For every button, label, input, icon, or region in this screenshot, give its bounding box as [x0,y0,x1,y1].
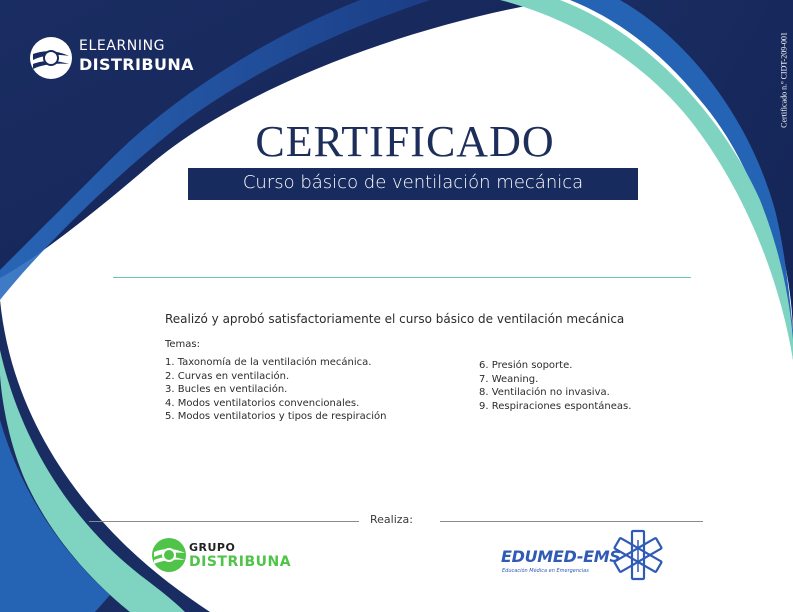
grupo-distribuna-logo-icon [151,537,187,573]
grupo-distribuna-logo [151,536,301,576]
topic-item: 9. Respiraciones espontáneas. [479,400,632,412]
course-banner [188,168,638,200]
topics-label: Temas: [165,339,201,350]
topic-item: 1. Taxonomía de la ventilación mecánica. [165,357,372,368]
distribuna-label: DISTRIBUNA [189,554,292,570]
footer-divider-right [440,521,703,522]
page-title: CERTIFICADO [255,117,555,166]
divider-line [113,277,691,278]
topic-item: 6. Presión soporte. [479,360,573,371]
edumed-ems-logo [499,528,669,584]
elearning-distribuna-logo [29,34,219,82]
topic-item: 4. Modos ventilatorios convencionales. [165,397,360,409]
topic-item: 8. Ventilación no invasiva. [479,387,610,398]
topics-list-right [479,359,631,413]
topic-item: 2. Curvas en ventilación. [165,370,290,382]
topic-item: 7. Weaning. [479,373,539,385]
logo-line-distribuna: DISTRIBUNA [79,55,194,74]
realiza-label: Realiza: [370,513,413,526]
elearning-distribuna-logo-icon [29,36,73,80]
edumed-tagline: Educación Médica en Emergencias [502,568,589,574]
logo-line-elearning: ELEARNING [79,38,166,54]
footer-divider-left [89,521,359,522]
completion-statement: Realizó y aprobó satisfactoriamente el curso básico de ventilación mecánica [165,312,625,326]
topics-list-left [165,356,386,424]
course-name: Curso básico de ventilación mecánica [242,172,584,193]
topic-item: 3. Bucles en ventilación. [165,384,288,395]
certificate-number-text: Certificado n.º CIDT-209-001 [779,32,789,128]
topic-item: 5. Modos ventilatorios y tipos de respiración [165,411,387,422]
certificate-number [775,10,793,150]
edumed-name: EDUMED-EMS [501,547,621,566]
grupo-label: GRUPO [189,541,236,554]
